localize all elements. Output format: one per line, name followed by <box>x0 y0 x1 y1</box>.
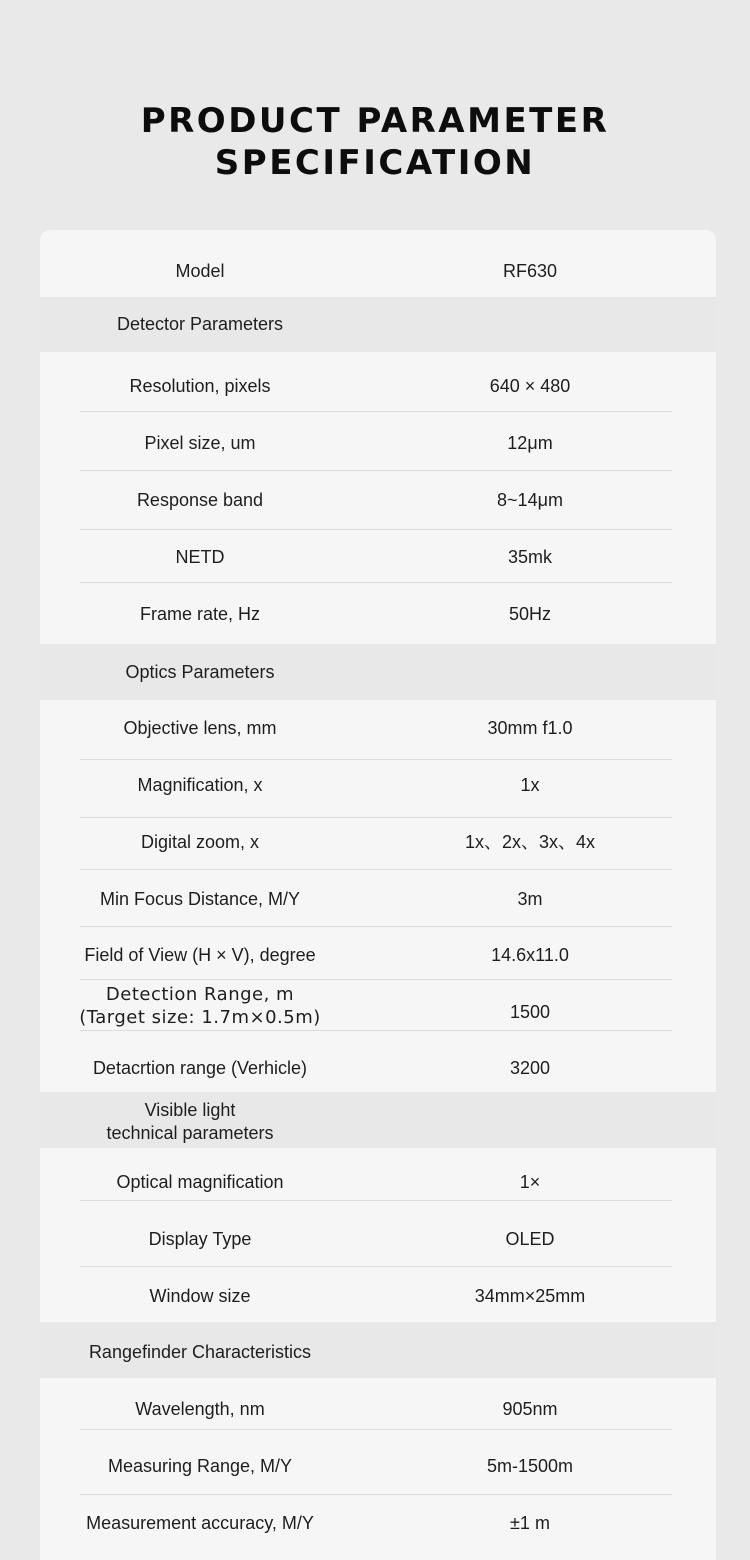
section-header-detector <box>40 297 716 352</box>
section-title-line1: Visible light <box>144 1100 236 1120</box>
table-row <box>40 1495 716 1551</box>
row-divider <box>80 470 672 471</box>
row-label: Optical magnification <box>116 1171 284 1192</box>
table-row-model <box>40 245 716 297</box>
row-label: NETD <box>175 546 225 567</box>
row-label: Wavelength, nm <box>135 1398 265 1419</box>
row-value: 3m <box>517 888 543 909</box>
section-title <box>30 1094 350 1150</box>
table-row <box>40 814 716 870</box>
table-row <box>40 757 716 813</box>
row-label: Magnification, x <box>137 774 263 795</box>
table-row <box>40 928 716 982</box>
table-row <box>40 415 716 471</box>
row-value: 1x <box>520 774 540 795</box>
page-title <box>0 100 750 184</box>
row-label: Pixel size, um <box>144 432 256 453</box>
row-value: 12μm <box>507 432 553 453</box>
row-value: 8~14μm <box>497 489 563 510</box>
table-row <box>40 1438 716 1494</box>
row-divider <box>80 582 672 583</box>
table-row <box>40 1154 716 1210</box>
row-label: Measuring Range, M/Y <box>107 1455 293 1476</box>
section-title: Detector Parameters <box>116 314 284 334</box>
section-header-rangefinder <box>40 1324 716 1380</box>
row-label: Measurement accuracy, M/Y <box>86 1512 314 1533</box>
row-label: Model <box>175 260 225 281</box>
row-label: Digital zoom, x <box>140 831 260 852</box>
row-divider <box>80 1200 672 1201</box>
row-value: 640 × 480 <box>489 375 571 396</box>
row-label-line2: (Target size: 1.7m×0.5m) <box>79 1007 321 1028</box>
row-value: 35mk <box>507 546 552 567</box>
row-label: Resolution, pixels <box>129 375 271 396</box>
row-value: ±1 m <box>510 1512 550 1533</box>
row-divider <box>80 1429 672 1430</box>
row-label: Response band <box>136 489 264 510</box>
section-header-visible <box>40 1094 716 1150</box>
table-row <box>40 871 716 927</box>
row-label: Window size <box>149 1285 251 1306</box>
page-title-line1: PRODUCT PARAMETER <box>140 101 610 141</box>
section-header-optics <box>40 644 716 700</box>
table-row <box>40 981 716 1031</box>
row-divider <box>80 926 672 927</box>
section-title: Optics Parameters <box>125 661 275 682</box>
row-label: Detacrtion range (Verhicle) <box>92 1057 308 1078</box>
table-row <box>40 472 716 528</box>
row-value: RF630 <box>502 260 558 281</box>
row-divider <box>80 979 672 980</box>
row-divider <box>80 1030 672 1031</box>
row-label: Display Type <box>148 1228 252 1249</box>
row-value: 1× <box>519 1171 541 1192</box>
row-label: Field of View (H × V), degree <box>84 944 316 965</box>
row-label-line1: Detection Range, m <box>105 984 295 1005</box>
row-divider <box>80 411 672 412</box>
row-value: 50Hz <box>508 603 552 624</box>
row-value: 1500 <box>509 1001 551 1022</box>
table-row <box>40 1211 716 1267</box>
table-row <box>40 529 716 585</box>
section-title: Rangefinder Characteristics <box>88 1341 312 1362</box>
row-label <box>40 981 360 1031</box>
row-value: OLED <box>505 1228 555 1249</box>
table-row <box>40 586 716 642</box>
section-title-line2: technical parameters <box>106 1123 274 1143</box>
row-label: Frame rate, Hz <box>139 603 261 624</box>
row-divider <box>80 869 672 870</box>
row-value: 3200 <box>509 1057 551 1078</box>
row-value: 14.6x11.0 <box>491 944 569 965</box>
table-row <box>40 1268 716 1324</box>
page-title-line2: SPECIFICATION <box>214 143 536 183</box>
row-label: Min Focus Distance, M/Y <box>99 888 301 909</box>
row-value: 5m-1500m <box>486 1455 574 1476</box>
row-divider <box>80 1266 672 1267</box>
row-value: 1x、2x、3x、4x <box>464 831 596 852</box>
table-row <box>40 1040 716 1096</box>
row-value: 34mm×25mm <box>474 1285 586 1306</box>
row-label: Objective lens, mm <box>123 717 277 738</box>
row-value: 30mm f1.0 <box>487 717 573 738</box>
table-row <box>40 700 716 756</box>
row-value: 905nm <box>502 1398 558 1419</box>
table-row <box>40 358 716 414</box>
